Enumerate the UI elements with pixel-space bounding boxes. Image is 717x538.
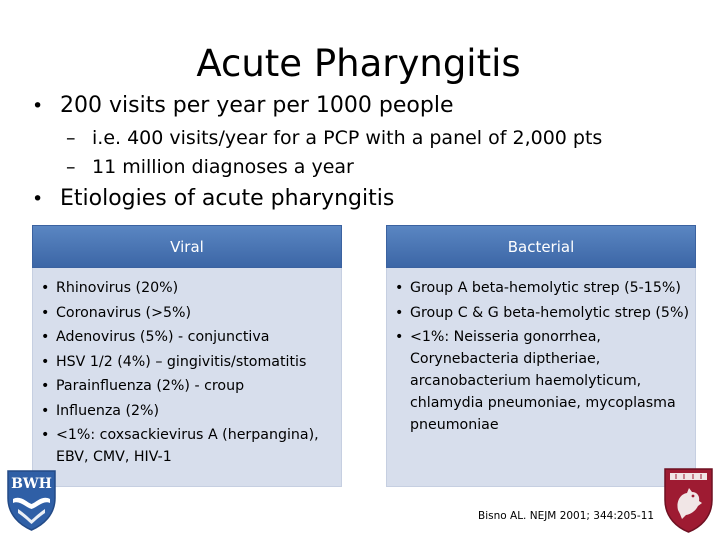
viral-list-panel xyxy=(32,268,342,487)
bwh-logo-text: BWH xyxy=(11,476,52,492)
bullet-dot: • xyxy=(41,427,50,443)
list-item: • Coronavirus (>5%) xyxy=(41,302,335,324)
viral-column xyxy=(32,225,342,487)
bacterial-list-panel xyxy=(386,268,696,487)
bullet-dot: • xyxy=(395,304,404,321)
slide-title: Acute Pharyngitis xyxy=(196,42,521,85)
sub-bullet-text: 11 million diagnoses a year xyxy=(92,156,354,178)
list-item: • Group C & G beta-hemolytic strep (5%) xyxy=(395,302,689,324)
sub-bullet-text: i.e. 400 visits/year for a PCP with a panel of 2,000 pts xyxy=(92,127,603,149)
bullet-marker: • xyxy=(32,95,44,117)
bullet-dot: • xyxy=(395,329,404,345)
dash-marker: – xyxy=(66,156,76,178)
bullet-dot: • xyxy=(395,280,404,296)
bullet-dot: • xyxy=(41,304,50,321)
list-item: • <1%: Neisseria gonorrhea, Corynebacteria diptheriae, arcanobacterium haemolyticum, chlamydia pneumoniae, mycoplasma pneumoniae xyxy=(395,326,689,436)
bacterial-header: Bacterial xyxy=(386,225,696,268)
bullet-dot: • xyxy=(41,280,50,296)
bullet-dot: • xyxy=(41,329,50,345)
list-item: • Rhinovirus (20%) xyxy=(41,277,335,299)
bacterial-column xyxy=(386,225,696,487)
citation: Bisno AL. NEJM 2001; 344:205-11 xyxy=(478,510,655,522)
bullet-text: 200 visits per year per 1000 people xyxy=(60,93,454,118)
viral-header: Viral xyxy=(32,225,342,268)
list-item: • Adenovirus (5%) - conjunctiva xyxy=(41,326,335,348)
bullet-dot: • xyxy=(41,402,50,419)
list-item: • HSV 1/2 (4%) – gingivitis/stomatitis xyxy=(41,351,335,373)
list-item: • Parainfluenza (2%) - croup xyxy=(41,375,335,397)
bwh-logo-icon xyxy=(4,468,59,532)
list-item: • Influenza (2%) xyxy=(41,400,335,422)
bullet-dot: • xyxy=(41,353,50,370)
bullet-marker: • xyxy=(32,188,44,210)
bullet-dot: • xyxy=(41,378,50,394)
harvard-crest-icon xyxy=(662,466,715,534)
bullet-text: Etiologies of acute pharyngitis xyxy=(60,186,395,211)
dash-marker: – xyxy=(66,127,76,149)
list-item: • Group A beta-hemolytic strep (5-15%) xyxy=(395,277,689,299)
list-item: • <1%: coxsackievirus A (herpangina), EBV, CMV, HIV-1 xyxy=(41,424,335,468)
